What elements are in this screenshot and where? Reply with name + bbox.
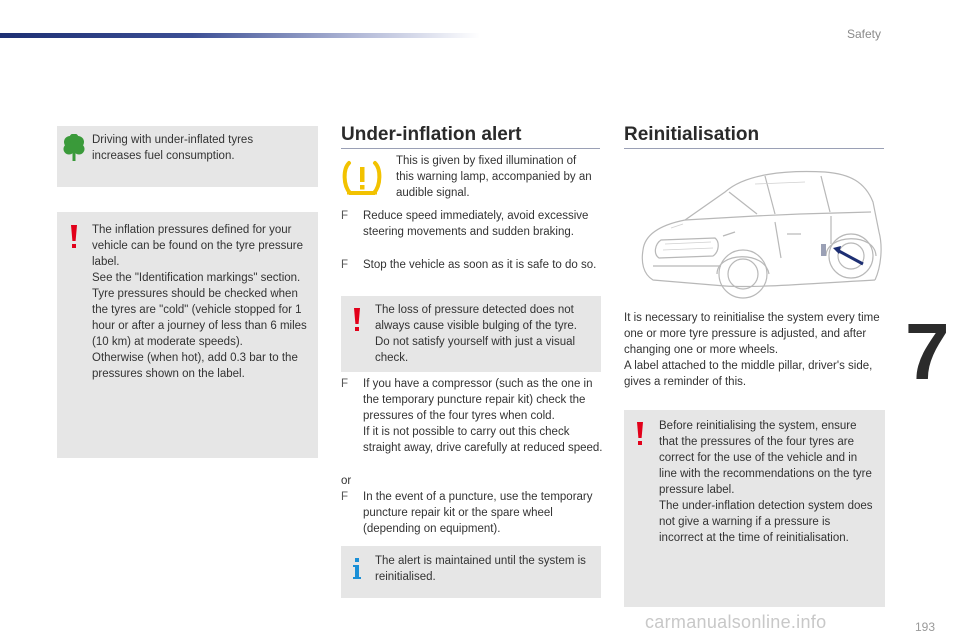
reinitialisation-paragraph: It is necessary to reinitialise the system every time one or more tyre pressure is adjusted, and after changing one or more wheels. A label attached to the middle pillar, driver's side, gives a reminder of this. <box>624 312 880 388</box>
left-warning-box <box>57 212 318 458</box>
eco-note-box <box>57 126 318 187</box>
left-warning-text: The inflation pressures defined for your vehicle can be found on the tyre pressure label. See the "Identification markings" section. Tyre pressures should be checked when the tyres are "cold" (vehicle stopped for 1 hour or after a journey of less than 6 miles (10 km) at moderate speeds). Otherwise (when hot), add 0.3 bar to the pressures shown on the label. <box>92 224 307 380</box>
tyre-pressure-warning-icon <box>341 157 383 199</box>
info-note-box <box>341 546 601 598</box>
title-rule <box>341 148 600 149</box>
middle-warning-box <box>341 296 601 372</box>
tree-icon <box>63 134 85 162</box>
title-rule <box>624 148 884 149</box>
page-number: 193 <box>915 620 936 634</box>
chapter-number: 7 <box>905 307 950 396</box>
lamp-description: This is given by fixed illumination of this warning lamp, accompanied by an audible signal. <box>396 155 592 199</box>
right-warning-text: Before reinitialising the system, ensure that the pressures of the four tyres are correct for the use of the vehicle and in line with the recommendations on the tyre pressure label. The under-inflation detection system does not give a warning if a pressure is incorrect at the time of reinitialisation. <box>659 420 873 544</box>
exclamation-icon <box>353 308 361 332</box>
middle-warning-text: The loss of pressure detected does not always cause visible bulging of the tyre. Do not satisfy yourself with just a visual check. <box>375 304 577 364</box>
bullet-text: In the event of a puncture, use the temporary puncture repair kit or the spare wheel (depending on equipment). <box>363 491 593 535</box>
info-icon <box>352 558 362 580</box>
bullet-marker: F <box>341 378 349 390</box>
reinitialisation-title: Reinitialisation <box>624 124 760 145</box>
watermark: carmanualsonline.info <box>645 612 827 632</box>
bullet-stop-vehicle <box>341 257 603 291</box>
bullet-text: Reduce speed immediately, avoid excessive steering movements and sudden braking. <box>363 210 589 238</box>
bullet-marker: F <box>341 210 349 222</box>
bullet-reduce-speed <box>341 208 603 258</box>
car-illustration <box>625 162 885 307</box>
or-text: or <box>341 475 352 487</box>
bullet-puncture <box>341 489 603 539</box>
right-warning-box <box>624 410 885 607</box>
bullet-marker: F <box>341 491 349 503</box>
under-inflation-title: Under-inflation alert <box>341 124 522 145</box>
exclamation-icon <box>636 422 644 446</box>
header-bar <box>0 33 480 38</box>
bullet-compressor <box>341 376 603 474</box>
eco-note-text: Driving with under-inflated tyres increases fuel consumption. <box>92 134 254 162</box>
bullet-text: Stop the vehicle as soon as it is safe to do so. <box>363 259 597 271</box>
info-note-text: The alert is maintained until the system is reinitialised. <box>375 555 586 583</box>
bullet-text: If you have a compressor (such as the one in the temporary puncture repair kit) check the pressures of the four tyres when cold. If it is not possible to carry out this check straight away, drive carefully at reduced speed. <box>363 378 603 454</box>
bullet-marker: F <box>341 259 349 271</box>
section-title: Safety <box>847 27 882 41</box>
exclamation-icon <box>70 225 78 249</box>
